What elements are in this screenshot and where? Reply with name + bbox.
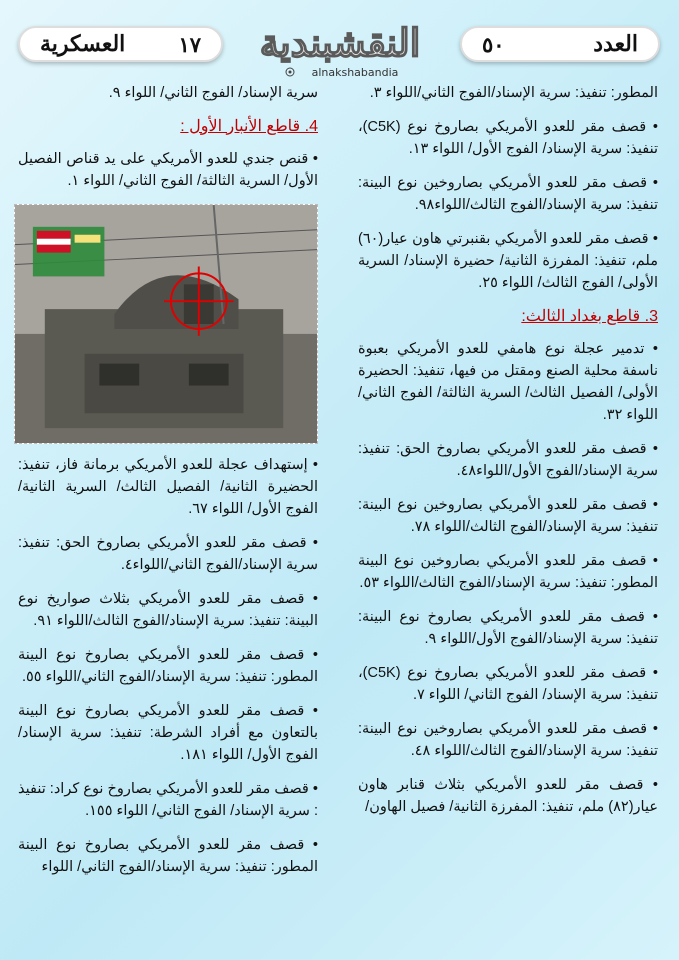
- paragraph: • قصف مقر للعدو الأمريكي بصاروخ نوع (C5K)، تنفيذ: سرية الإسناد/ الفوج الأول/ اللواء ١٣.: [358, 119, 658, 157]
- issue-label: العدد: [593, 31, 638, 57]
- section-label: العسكرية: [40, 31, 126, 57]
- masthead-site: alnakshabandia: [311, 66, 399, 79]
- page-number: ١٧: [178, 31, 201, 57]
- paragraph: • قصف مقر للعدو الأمريكي بصاروخ نوع البينة المطور: تنفيذ: سرية الإسناد/الفوج الثاني/اللواء ٥٥.: [18, 647, 318, 685]
- masthead-title: النقشبندية: [259, 20, 421, 65]
- paragraph: • قصف مقر للعدو الأمريكي بصاروخ نوع البينة: تنفيذ: سرية الإسناد/الفوج الأول/اللواء ٩.: [358, 609, 658, 647]
- paragraph: • قنص جندي للعدو الأمريكي على يد قناص الفصيل الأول/ السرية الثالثة/ الفوج الثاني/ اللواء ١.: [18, 151, 318, 189]
- right-column: [358, 82, 658, 830]
- paragraph: • قصف مقر للعدو الأمريكي بصاروخ الحق: تنفيذ: سرية الإسناد/الفوج الأول/اللواء٤٨.: [358, 441, 658, 479]
- paragraph: • قصف مقر للعدو الأمريكي بصاروخين نوع البينة: تنفيذ: سرية الإسناد/الفوج الثالث/اللواء ٤٨.: [358, 721, 658, 759]
- section-title: 3. قاطع بغداد الثالث:: [521, 308, 658, 325]
- issue-number: ٥٠: [482, 31, 505, 57]
- page-header: [0, 0, 679, 82]
- issue-badge: [460, 26, 660, 62]
- paragraph: • قصف مقر للعدو الأمريكي بصاروخ نوع البينة المطور: تنفيذ: سرية الإسناد/الفوج الثاني/ اللواء: [18, 837, 318, 875]
- sniper-scope-photo: [14, 204, 318, 444]
- paragraph: • قصف مقر للعدو الأمريكي بصاروخين نوع البينة: تنفيذ: سرية الإسناد/الفوج الثالث/اللواء٩٨.: [358, 175, 658, 213]
- at-sign-dot: [289, 71, 292, 74]
- paragraph: • قصف مقر للعدو الأمريكي بصاروخين نوع البينة المطور: تنفيذ: سرية الإسناد/الفوج الثالث/اللواء ٥٣.: [358, 553, 658, 591]
- paragraph: • قصف مقر للعدو الأمريكي بثلاث صواريخ نوع البينة: تنفيذ: سرية الإسناد/الفوج الثالث/اللواء ٩١.: [18, 591, 318, 629]
- paragraph: المطور: تنفيذ: سرية الإسناد/الفوج الثاني/اللواء ٣.: [369, 85, 658, 101]
- paragraph: • إستهداف عجلة للعدو الأمريكي برمانة فاز، تنفيذ: الحضيرة الثانية/ الفصيل الثالث/ السرية الثانية/ الفوج الأول/ اللواء ٦٧.: [18, 457, 318, 517]
- section-title: 4. قاطع الأنبار الأول :: [180, 118, 318, 135]
- masthead-logo: [235, 14, 445, 80]
- masthead-logo-graphic: [235, 14, 445, 80]
- paragraph: • قصف مقر للعدو الأمريكي بصاروخين نوع البينة: تنفيذ: سرية الإسناد/الفوج الثالث/اللواء ٧٨.: [358, 497, 658, 535]
- paragraph: • قصف مقر للعدو الأمريكي بصاروخ نوع (C5K)، تنفيذ: سرية الإسناد/ الفوج الثاني/ اللواء ٧.: [358, 665, 658, 703]
- paragraph: • قصف مقر للعدو الأمريكي بصاروخ نوع كراد: تنفيذ : سرية الإسناد/ الفوج الثاني/ اللواء ١٥٥.: [18, 781, 318, 819]
- paragraph: • قصف مقر للعدو الأمريكي بقنبرتي هاون عيار(٦٠) ملم، تنفيذ: المفرزة الثانية/ حضيرة الإسناد/ السرية الأولى/ الفوج الثالث/ اللواء ٢٥.: [358, 231, 658, 291]
- paragraph: • قصف مقر للعدو الأمريكي بصاروخ نوع البينة بالتعاون مع أفراد الشرطة: تنفيذ: سرية الإسناد/ الفوج الأول/ اللواء ١٨١.: [18, 703, 318, 763]
- left-column: [18, 82, 318, 890]
- page-number-badge: [18, 26, 223, 62]
- paragraph: سرية الإسناد/ الفوج الثاني/ اللواء ٩.: [108, 85, 318, 101]
- paragraph: • قصف مقر للعدو الأمريكي بثلاث قنابر هاون عيار(٨٢) ملم، تنفيذ: المفرزة الثانية/ فصيل الهاون/: [358, 777, 658, 815]
- photo-illustration: [15, 205, 317, 443]
- paragraph: • تدمير عجلة نوع هامفي للعدو الأمريكي بعبوة ناسفة محلية الصنع ومقتل من فيها، تنفيذ: الحضيرة الأولى/ الفصيل الثالث/ السرية الثالثة/ الفوج الثاني/ اللواء ٣٢.: [358, 341, 658, 423]
- paragraph: • قصف مقر للعدو الأمريكي بصاروخ الحق: تنفيذ: سرية الإسناد/الفوج الثاني/اللواء٤.: [18, 535, 318, 573]
